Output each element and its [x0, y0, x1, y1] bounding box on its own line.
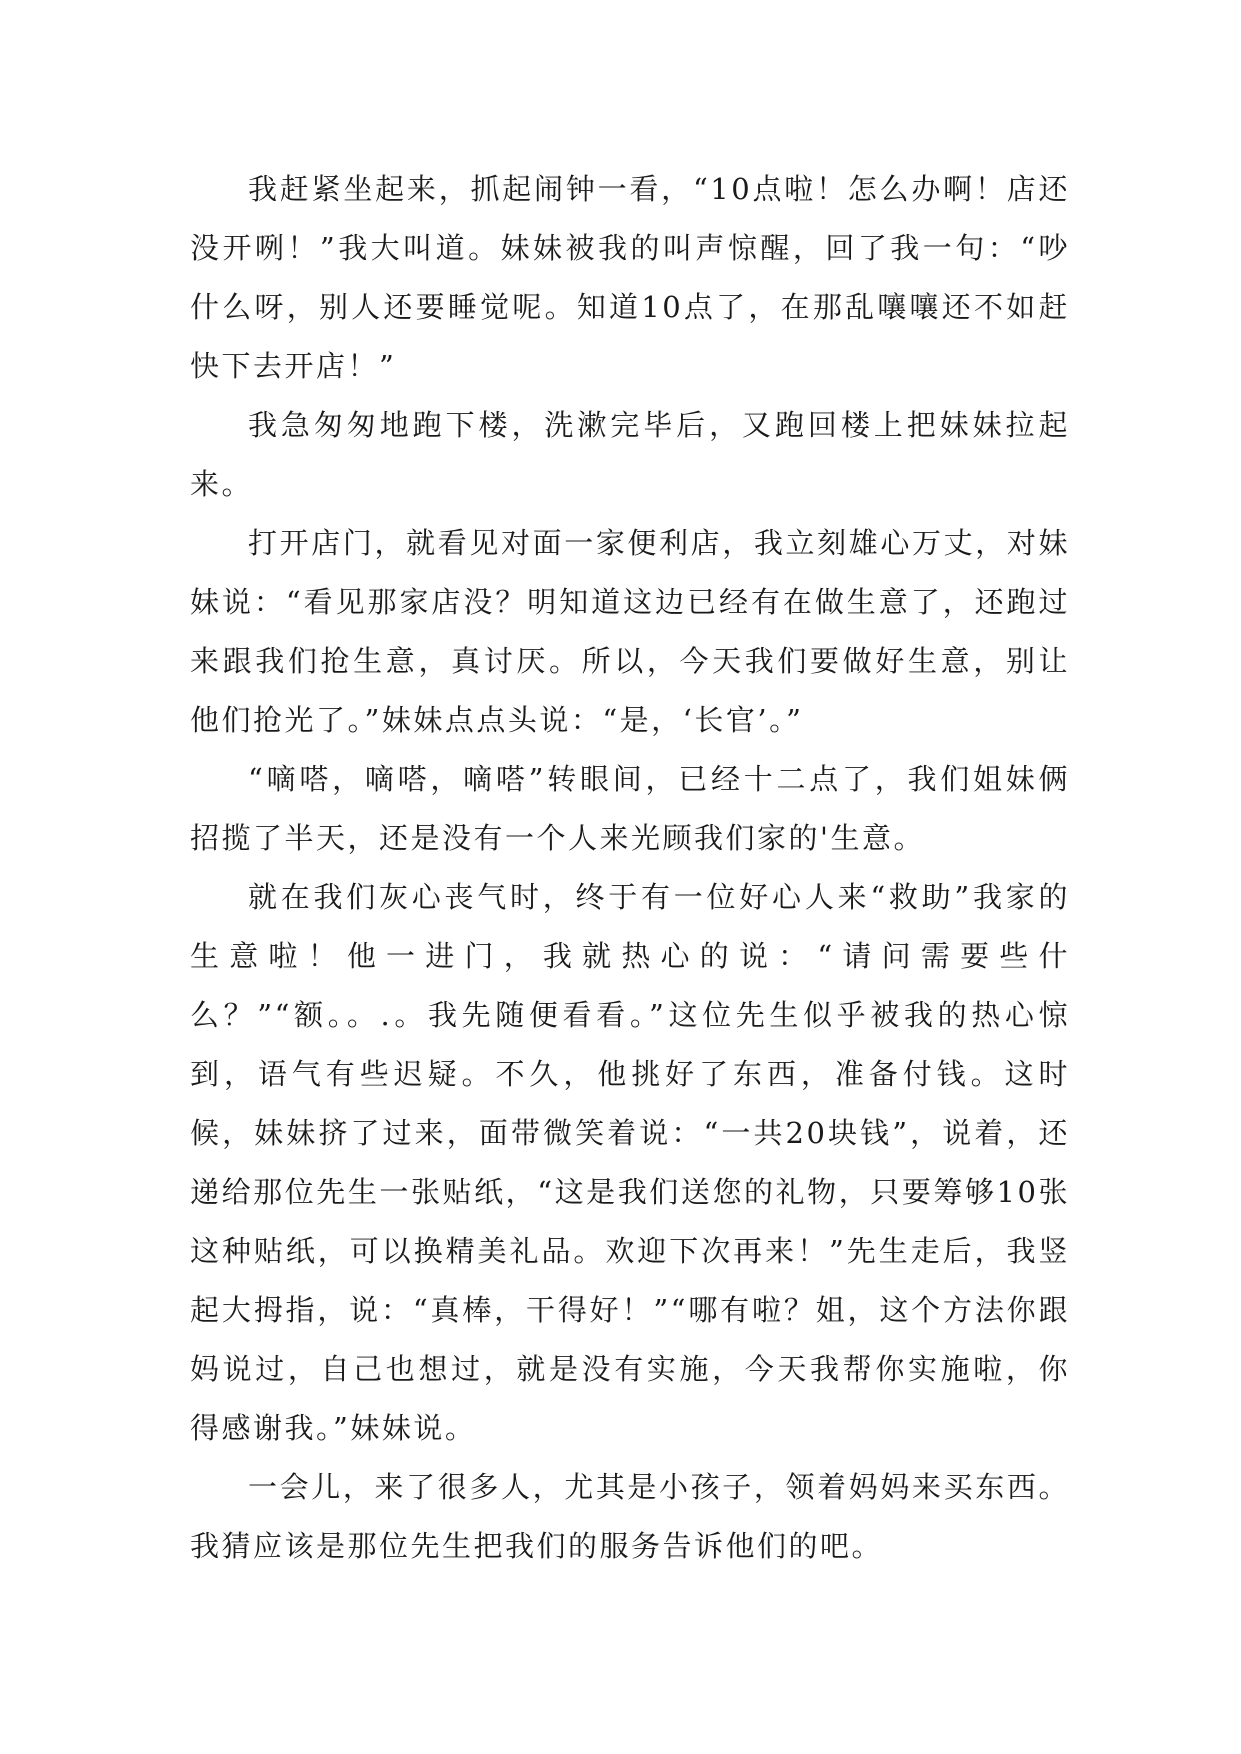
paragraph: 一会儿，来了很多人，尤其是小孩子，领着妈妈来买东西。我猜应该是那位先生把我们的服务告诉他们的吧。 — [190, 1470, 1070, 1563]
paragraph: 我赶紧坐起来，抓起闹钟一看，“10点啦！怎么办啊！店还没开咧！”我大叫道。妹妹被我的叫声惊醒，回了我一句：“吵什么呀，别人还要睡觉呢。知道10点了，在那乱嚷嚷还不如赶快下去开店！” — [190, 172, 1070, 383]
paragraph: 打开店门，就看见对面一家便利店，我立刻雄心万丈，对妹妹说：“看见那家店没？明知道这边已经有在做生意了，还跑过来跟我们抢生意，真讨厌。所以，今天我们要做好生意，别让他们抢光了。”妹妹点点头说：“是，‘长官’。” — [190, 526, 1070, 737]
paragraph: “嘀嗒，嘀嗒，嘀嗒”转眼间，已经十二点了，我们姐妹俩招揽了半天，还是没有一个人来光顾我们家的'生意。 — [190, 762, 1070, 855]
paragraph: 就在我们灰心丧气时，终于有一位好心人来“救助”我家的生意啦！他一进门，我就热心的说：“请问需要些什么？”“额。。.。我先随便看看。”这位先生似乎被我的热心惊到，语气有些迟疑。不久，他挑好了东西，准备付钱。这时候，妹妹挤了过来，面带微笑着说：“一共20块钱”，说着，还递给那位先生一张贴纸，“这是我们送您的礼物，只要筹够10张这种贴纸，可以换精美礼品。欢迎下次再来！”先生走后，我竖起大拇指，说：“真棒，干得好！”“哪有啦？姐，这个方法你跟妈说过，自己也想过，就是没有实施，今天我帮你实施啦，你得感谢我。”妹妹说。 — [190, 880, 1070, 1445]
document-body — [190, 160, 1070, 1576]
paragraph: 我急匆匆地跑下楼，洗漱完毕后，又跑回楼上把妹妹拉起来。 — [190, 408, 1070, 501]
